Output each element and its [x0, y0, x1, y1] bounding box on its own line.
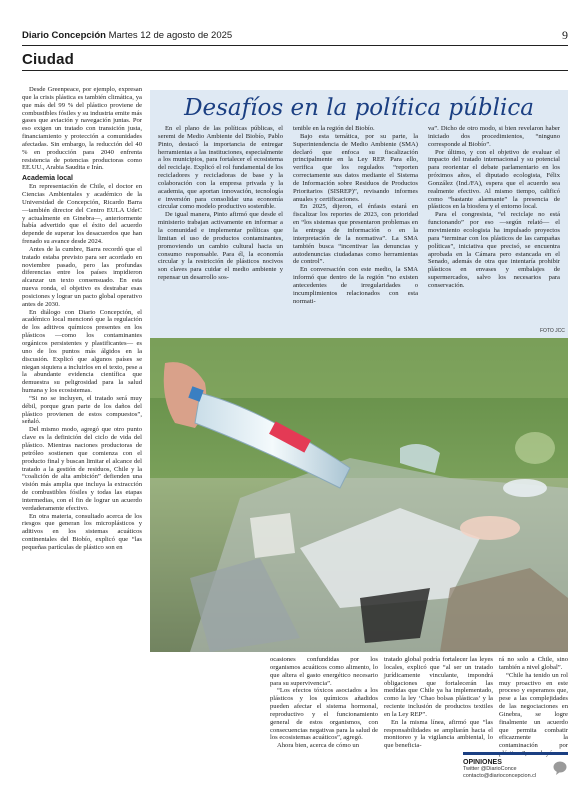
paragraph: En el plano de las políticas públicas, el seremi de Medio Ambiente del Biobío, Pablo Pinto, destacó la importancia de entregar herramientas a las instituciones, especialmente a los municipios, para fortalecer el ecosistema del reciclaje. Explicó el rol fundamental de los recicladores y recicladoras de base y la colaboración con la empresa privada y la academia, que aportan innovación, tecnología e inversión para consolidar una economía circular como modelo productivo sostenible.	[158, 125, 283, 211]
plastic-waste-photo	[150, 338, 568, 652]
paragraph: En diálogo con Diario Concepción, el académico local mencionó que la regulación de los aditivos químicos presentes en los plásticos —como los contaminantes orgánicos persistentes y plastificantes— es uno de los puntos más álgidos en la discusión. Explicó que algunos países se niegan siquiera a incluirlos en el texto, pese a la abundante evidencia científica que demuestra su peligrosidad para la salud humana y los ecosistemas.	[22, 308, 142, 395]
paragraph: Por último, y con el objetivo de evaluar el impacto del tratado internacional y su potencial para reorientar el debate parlamentario en los próximos años, el diputado ecologista, Félix González (Ind./FA), espera que el acuerdo sea realmente efectivo. Al mismo tiempo, calificó como “bastante alarmante” la presencia de plásticos en la biosfera y el entorno local.	[428, 148, 560, 211]
paragraph: En representación de Chile, el doctor en Ciencias Ambientales y académico de la Universidad de Concepción, Ricardo Barra —también director del Centro EULA UdeC y actualmente en Ginebra—, anteriormente había advertido que el éxito del acuerdo depende de superar los desacuerdos que han frenado su avance desde 2024.	[22, 183, 142, 246]
paragraph: va”. Dicho de otro modo, si bien revelaron haber iniciado dos procedimientos, “ninguno corresponde al Biobío”.	[428, 125, 560, 148]
subheading: Academia local	[22, 175, 73, 183]
paragraph: tenible en la región del Biobío.	[293, 125, 375, 132]
paragraph: “Chile ha tenido un rol muy proactivo en este proceso y esperamos que, pese a las complejidades de las negociaciones en Ginebra, se logre finalmente un acuerdo que permita combatir eficazmente la contaminación por	[499, 671, 568, 750]
page-number: 9	[562, 28, 568, 42]
bottom-column-1	[270, 656, 378, 750]
left-column	[22, 86, 142, 552]
opinions-email: contacto@diarioconcepcion.cl	[463, 772, 537, 779]
paragraph: tratado global podría fortalecer las leyes locales, explicó que “al ser un tratado jurídicamente vinculante, impondrá obligaciones que fortalecerán las medidas que Chile ya ha implementado, como la ley ‘Chao bolsas plásticas’ y la reciente inclusión de productos textiles en la Ley REP”.	[384, 656, 493, 718]
paragraph: En conversación con este medio, la SMA informó que dentro de la región “no existen antecedentes de irregularidades o incumplimientos relacionados con esta normati-	[293, 266, 418, 305]
box-column-2	[293, 125, 418, 305]
opinions-box	[463, 759, 536, 779]
paragraph: Ahora bien, acerca de cómo un	[277, 742, 360, 750]
header-rule	[22, 45, 568, 46]
bottom-column-2	[384, 656, 493, 750]
paragraph: Bajo esta temática, por su parte, la Superintendencia de Medio Ambiente (SMA) declaró que enfoca su fiscalización principalmente en la Ley REP. Para ello, verifica que los regulados “reporten correctamente sus datos mediante el Sistema de Información sobre Residuos de Productos Prioritarios (SISREP)”, revisando informes anuales y certificaciones.	[293, 132, 418, 203]
paragraph: ocasiones confundidas por los organismos acuáticos como alimento, lo que altera el gasto energético necesario para su supervivencia”.	[270, 656, 378, 687]
paragraph: Del mismo modo, agregó que otro punto clave es la definición del ciclo de vida del plástico. Mientras naciones productoras de petróleo sostienen que comienza con el producto final y buscan limitar el alcance del tratado a la gestión de residuos, Chile y la “coalición de alta ambición” defienden una visión más amplia que incluya la extracción de combustibles fósiles y todas las etapas intermedias, con el fin de lograr un acuerdo verdaderamente efectivo.	[22, 426, 142, 512]
section-rule	[22, 70, 568, 71]
paragraph: Desde Greenpeace, por ejemplo, expresan que la crisis plástica es también climática, ya que más del 99 % del plástico proviene de combustibles fósiles y su industria emite más gases que aviación y navegación juntas. Por eso exigen un tratado con transición justa, financiamiento y protección a comunidades afectadas. Sin embargo, la reducción del 40 % en producción para 2040 enfrenta resistencia de potencias productoras como EE.UU., Arabia Saudita e Irán.	[22, 86, 142, 172]
paragraph: “Si no se incluyen, el tratado será muy débil, porque gran parte de los daños del plástico provienen de estos compuestos”, señaló.	[22, 394, 142, 426]
opinions-bar	[463, 752, 568, 755]
newspaper-name: Diario Concepción	[22, 30, 106, 41]
paragraph: En la misma línea, afirmó que “las responsabilidades se ampliarán hacia el monitoreo y la vigilancia ambiental, lo que beneficia-	[384, 718, 493, 750]
photo-credit: FOTO JCC	[540, 328, 565, 334]
paragraph: “Los efectos tóxicos asociados a los plásticos y los químicos añadidos pueden afectar el sistema hormonal, reproductivo y el funcionamiento general de estos organismos, con consecuencias negativas para la salud de los ecosistemas acuáticos”, agregó.	[270, 687, 378, 742]
opinions-twitter: Twitter @DiarioConce	[463, 766, 517, 772]
speech-bubble-icon	[553, 761, 567, 775]
paragraph: Antes de la cumbre, Barra recordó que el tratado estaba previsto para ser acordado en noviembre pasado, pero las profundas diferencias entre los países impidieron alcanzar un texto consensuado. En esta nueva ronda, el objetivo es destrabar esas posiciones y lograr un pacto global operativo antes de 2030.	[22, 245, 142, 308]
opinions-title: OPINIONES	[463, 759, 502, 766]
page-header	[22, 30, 568, 46]
paragraph: rá no solo a Chile, sino también a nivel global”.	[499, 656, 568, 671]
issue-date: Martes 12 de agosto de 2025	[108, 30, 233, 41]
paragraph: En otra materia, consultado acerca de los riesgos que generan los microplásticos y aditivos en los sistemas acuáticos continentales del Biobío, explicó que “las pequeñas partículas de plástico son en	[22, 512, 142, 551]
box-column-1	[158, 125, 283, 282]
bottom-column-3	[499, 656, 568, 758]
paragraph: De igual manera, Pinto afirmó que desde el ministerio trabajan activamente en informar a la comunidad e implementar políticas que limitan el uso de productos contaminantes, promoviendo un cambio cultural hacia un consumo responsable. Para él, la economía circular y la restricción de plásticos nocivos son claves para cuidar el medio ambiente y repensar un desarrollo sos-	[158, 211, 283, 282]
paragraph: Para el congresista, “el reciclaje no está funcionando” por eso —según relató— el movimiento ecologista ha impulsado proyectos para “terminar con los plásticos de las campañas políticas”, iniciativa que precisó, se encuentra aprobada en la Cámara pero estancada en el Senado, además de otra que intentaría prohibir plásticos en envases y embalajes de supermercados, salvo los necesarios para conservación.	[428, 211, 560, 289]
paragraph: En 2025, dijeron, el énfasis estará en fiscalizar los reportes de 2023, con prioridad en “los sistemas que presentaron problemas en la entrega de información o en la interpretación de la normativa”. La SMA también busca “incentivar las denuncias y autodenuncias ciudadanas como herramientas de control”.	[293, 203, 418, 266]
section-title: Ciudad	[22, 51, 75, 68]
box-column-3	[428, 125, 560, 290]
feature-headline: Desafíos en la política pública	[184, 95, 534, 121]
